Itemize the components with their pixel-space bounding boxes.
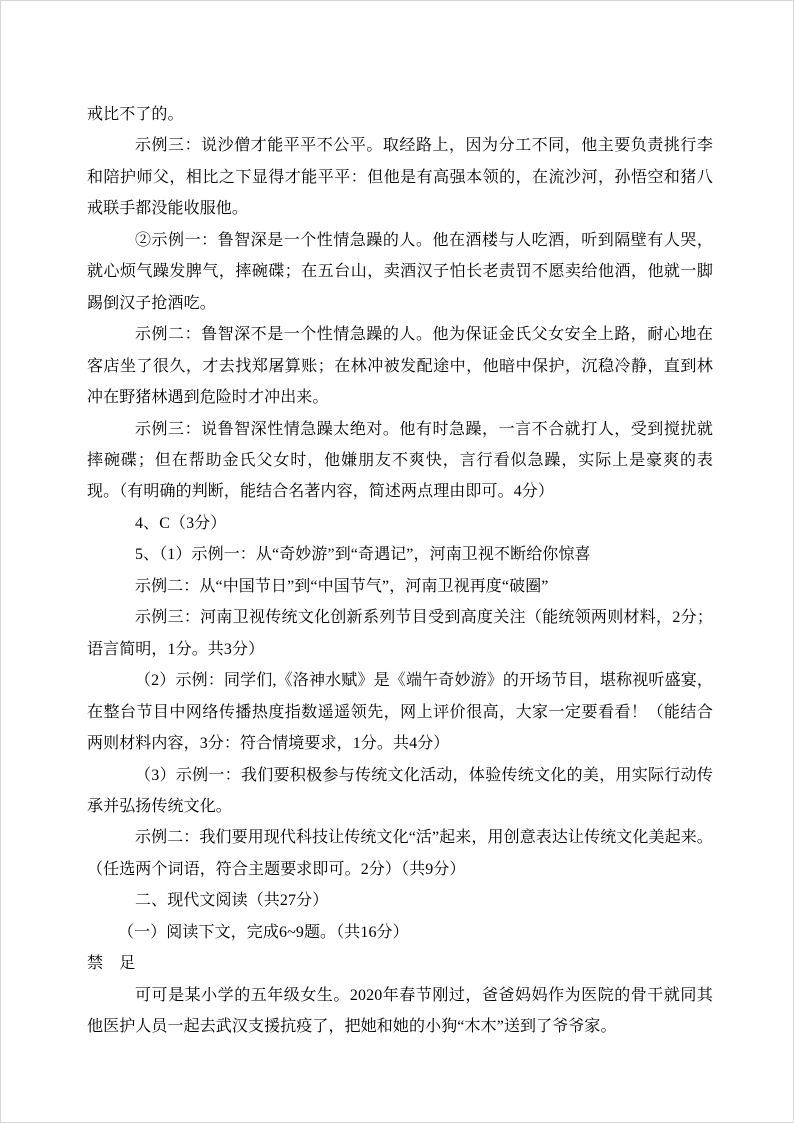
answer-paragraph: （3）示例一：我们要积极参与传统文化活动，体验传统文化的美，用实际行动传承并弘扬传统文化。 xyxy=(87,766,713,815)
answer-paragraph: 戒比不了的。 xyxy=(87,106,184,123)
answer-paragraph: 示例三：说沙僧才能平平不公平。取经路上，因为分工不同，他主要负责挑行李和陪护师父，相比之下显得才能平平：但他是有高强本领的，在流沙河，孙悟空和猪八戒联手都没能收服他。 xyxy=(87,137,713,218)
answer-paragraph: ②示例一：鲁智深是一个性情急躁的人。他在酒楼与人吃酒，听到隔壁有人哭，就心烦气躁发脾气，摔碗碟；在五台山，卖酒汉子怕长老责罚不愿卖给他酒，他就一脚踢倒汉子抢酒吃。 xyxy=(87,231,713,312)
answer-paragraph: 示例三：说鲁智深性情急躁太绝对。他有时急躁，一言不合就打人，受到搅扰就摔碗碟；但在帮助金氏父女时，他嫌朋友不爽快，言行看似急躁，实际上是豪爽的表现。（有明确的判断，能结合名著内容，简述两点理由即可。4分） xyxy=(87,420,713,501)
answer-paragraph: 示例二：从“中国节日”到“中国节气”，河南卫视再度“破圈” xyxy=(135,577,549,595)
section-heading: 二、现代文阅读（共27分） xyxy=(135,892,329,910)
answer-paragraph: 示例二：我们要用现代科技让传统文化“活”起来，用创意表达让传统文化美起来。 xyxy=(135,829,713,847)
answer-paragraph: 5、（1）示例一：从“奇妙游”到“奇遇记”，河南卫视不断给你惊喜 xyxy=(135,546,591,564)
answer-paragraph: 示例三：河南卫视传统文化创新系列节目受到高度关注（能统领两则材料，2分；语言简明，1分。共3分） xyxy=(87,609,713,658)
answer-paragraph: （2）示例：同学们,《洛神水赋》是《端午奇妙游》的开场节目，堪称视听盛宴，在整台节目中网络传播热度指数遥遥领先，网上评价很高，大家一定要看看！（能结合两则材料内容，3分：符合情境要求，1分。共4分） xyxy=(87,672,713,753)
passage-title: 禁 足 xyxy=(87,955,136,973)
passage-paragraph: 可可是某小学的五年级女生。2020年春节刚过，爸爸妈妈作为医院的骨干就同其他医护人员一起去武汉支援抗疫了，把她和她的小狗“木木”送到了爷爷家。 xyxy=(87,986,713,1036)
answer-paragraph: 示例二：鲁智深不是一个性情急躁的人。他为保证金氏父女安全上路，耐心地在客店坐了很久，才去找郑屠算账；在林冲被发配途中，他暗中保护，沉稳冷静，直到林冲在野猪林遇到危险时才冲出来。 xyxy=(87,326,713,407)
answer-paragraph: 4、C（3分） xyxy=(135,514,227,532)
answer-paragraph: （任选两个词语，符合主题要求即可。2分）（共9分） xyxy=(87,860,466,878)
reading-instructions: （一）阅读下文，完成6~9题。（共16分） xyxy=(118,923,409,941)
